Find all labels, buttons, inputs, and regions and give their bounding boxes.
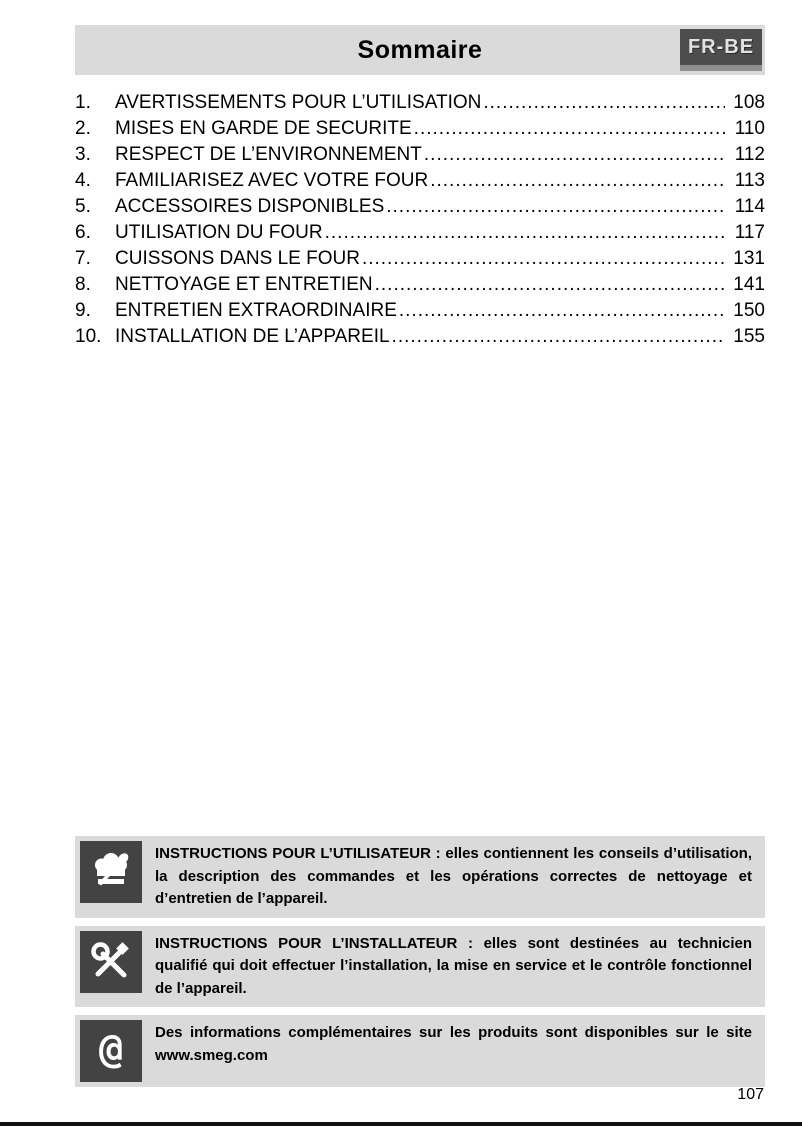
toc-item-page: 131 [733,248,765,269]
toc-item-page: 117 [734,222,765,243]
toc-leader-dots [386,196,725,218]
toc-leader-dots [414,118,725,140]
toc-item [75,248,765,274]
toc-item-number: 6. [75,222,91,243]
note-text: INSTRUCTIONS POUR L’INSTALLATEUR : elles sont destinées au technicien qualifié qui doit effectuer l’installation, la mise en service et le contrôle fonctionnel de l’appareil. [155,934,752,997]
toc-item-title: CUISSONS DANS LE FOUR [115,248,360,269]
toc-item-title: ACCESSOIRES DISPONIBLES [115,196,385,217]
toc-item-page: 114 [734,196,765,217]
toc-item-title: MISES EN GARDE DE SECURITE [115,118,412,139]
toc-item-title: FAMILIARISEZ AVEC VOTRE FOUR [115,170,429,191]
toc-item [75,196,765,222]
page-number: 107 [737,1086,764,1103]
toc-leader-dots [362,248,725,270]
toc-item-number: 7. [75,248,91,269]
toc-leader-dots [430,170,725,192]
toc-leader-dots [392,326,725,348]
toc-item-number: 2. [75,118,91,139]
toc-leader-dots [424,144,725,166]
toc-item-number: 8. [75,274,91,295]
toc-item [75,92,765,118]
toc-item [75,300,765,326]
toc-item-page: 150 [733,300,765,321]
note-text: Des informations complémentaires sur les produits sont disponibles sur le site www.smeg.com [155,1024,752,1064]
toc-item-number: 3. [75,144,91,165]
toc-item [75,326,765,352]
bottom-rule [0,1122,802,1126]
toc-item-title: UTILISATION DU FOUR [115,222,323,243]
toc-item [75,274,765,300]
toc-item-title: NETTOYAGE ET ENTRETIEN [115,274,373,295]
toc-item [75,118,765,144]
toc-item-page: 113 [734,170,765,191]
toc-item-page: 112 [734,144,765,165]
toc-item-number: 1. [75,92,91,113]
toc-item-title: ENTRETIEN EXTRAORDINAIRE [115,300,397,321]
toc-item-number: 10. [75,326,102,347]
toc-item-number: 4. [75,170,91,191]
instruction-notes [75,836,765,1095]
installer-instructions-note [75,926,765,1008]
toc-item [75,222,765,248]
toc-item-page: 110 [734,118,765,139]
toc-leader-dots [375,274,725,296]
user-instructions-note [75,836,765,918]
toc-item-title: RESPECT DE L’ENVIRONNEMENT [115,144,422,165]
crossed-tools-icon [80,931,142,993]
chef-hat-icon [80,841,142,903]
toc-leader-dots [325,222,725,244]
table-of-contents [75,92,765,352]
toc-leader-dots [399,300,725,322]
toc-item-number: 9. [75,300,91,321]
toc-item-title: AVERTISSEMENTS POUR L’UTILISATION [115,92,482,113]
note-text: INSTRUCTIONS POUR L’UTILISATEUR : elles contiennent les conseils d’utilisation, la description des commandes et les opérations correctes de nettoyage et d’entretien de l’appareil. [155,845,752,907]
toc-item-number: 5. [75,196,91,217]
toc-item [75,170,765,196]
toc-leader-dots [483,92,725,114]
header-bar [75,25,765,75]
toc-item-page: 155 [733,326,765,347]
toc-item-page: 108 [733,92,765,113]
at-symbol-icon: @ [80,1020,142,1082]
website-info-note [75,1015,765,1087]
page-title: Sommaire [357,36,483,64]
toc-item [75,144,765,170]
toc-item-title: INSTALLATION DE L’APPAREIL [115,326,390,347]
toc-item-page: 141 [733,274,765,295]
language-badge: FR-BE [680,29,762,71]
